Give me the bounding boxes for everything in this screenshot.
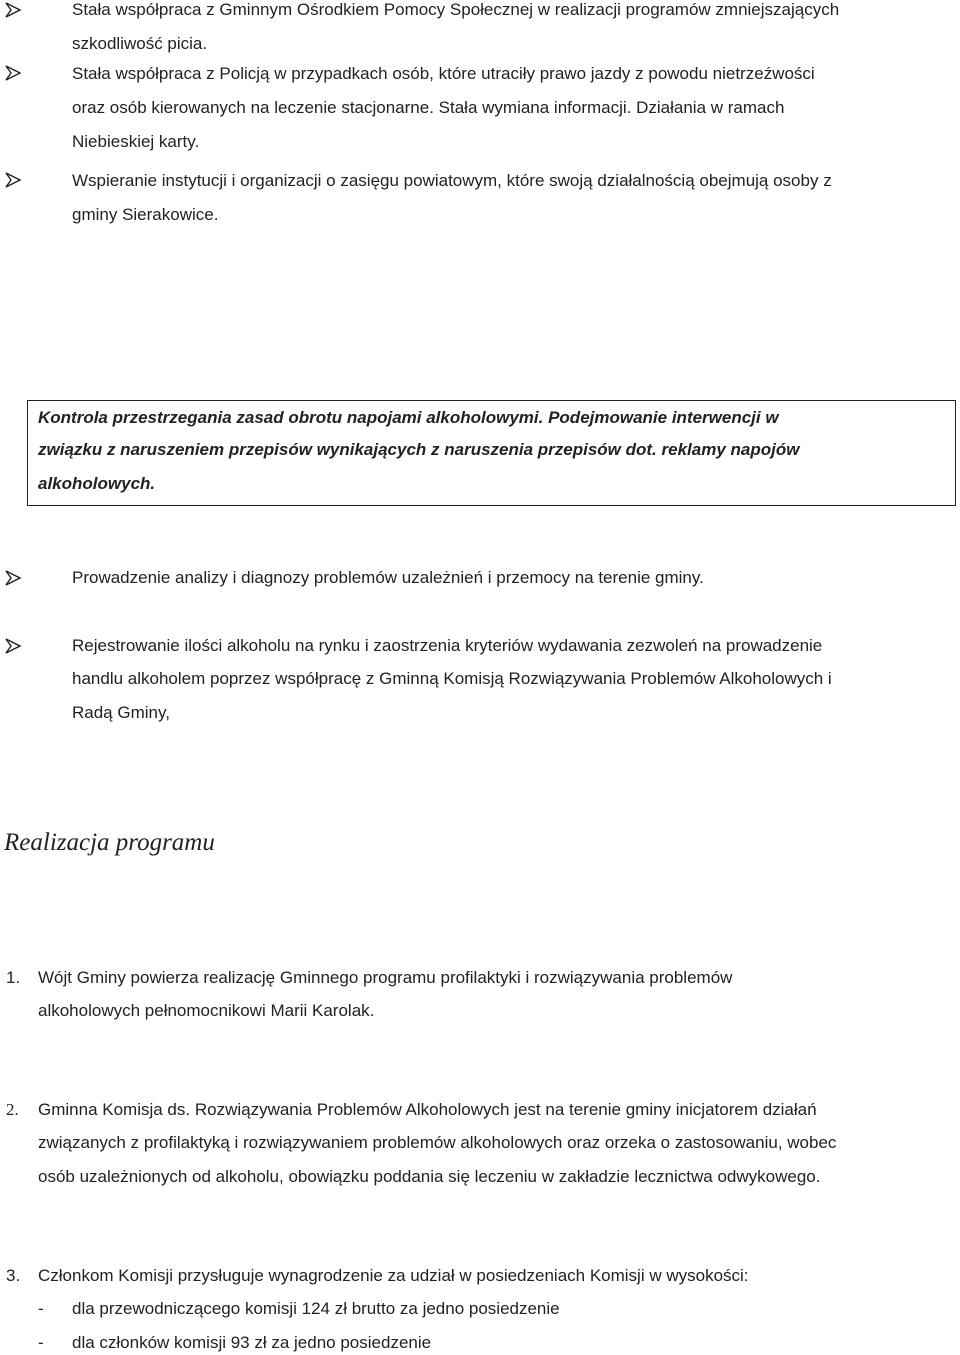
item-text-line: osób uzależnionych od alkoholu, obowiązku poddania się leczeniu w zakładzie lecznictwa odwykowego. <box>38 1167 821 1186</box>
box-text-line: Kontrola przestrzegania zasad obrotu napojami alkoholowymi. Podejmowanie interwencji w <box>38 408 779 427</box>
item-text-line: Członkom Komisji przysługuje wynagrodzenie za udział w posiedzeniach Komisji w wysokości: <box>38 1266 749 1285</box>
item-number: 1. <box>6 968 21 987</box>
bullet-text-line: handlu alkoholem poprzez współpracę z Gminną Komisją Rozwiązywania Problemów Alkoholowych i <box>72 669 832 688</box>
bullet-text-line: Rejestrowanie ilości alkoholu na rynku i zaostrzenia kryteriów wydawania zezwoleń na prowadzenie <box>72 636 823 655</box>
box-text-line: związku z naruszeniem przepisów wynikających z naruszenia przepisów dot. reklamy napojów <box>38 440 800 459</box>
dash-marker: - <box>38 1333 44 1352</box>
item-text-line: Wójt Gminy powierza realizację Gminnego programu profilaktyki i rozwiązywania problemów <box>38 968 733 987</box>
arrow-bullet-icon <box>4 569 22 587</box>
arrow-bullet-icon <box>4 64 22 82</box>
bullet-text-line: Prowadzenie analizy i diagnozy problemów uzależnień i przemocy na terenie gminy. <box>72 568 704 587</box>
item-text-line: Gminna Komisja ds. Rozwiązywania Problemów Alkoholowych jest na terenie gminy inicjatorem działań <box>38 1100 817 1119</box>
item-text-line: alkoholowych pełnomocnikowi Marii Karolak. <box>38 1001 375 1020</box>
bullet-text-line: Stała współpraca z Gminnym Ośrodkiem Pomocy Społecznej w realizacji programów zmniejszających <box>72 0 840 19</box>
arrow-bullet-icon <box>4 1 22 19</box>
item-number: 3. <box>6 1266 21 1285</box>
bullet-text-line: Stała współpraca z Policją w przypadkach osób, które utraciły prawo jazdy z powodu nietrzeźwości <box>72 64 815 83</box>
bullet-text-line: szkodliwość picia. <box>72 34 208 53</box>
dash-item-text: dla przewodniczącego komisji 124 zł brutto za jedno posiedzenie <box>72 1299 560 1318</box>
dash-item-text: dla członków komisji 93 zł za jedno posiedzenie <box>72 1333 432 1352</box>
bullet-text-line: Niebieskiej karty. <box>72 132 200 151</box>
bullet-text-line: oraz osób kierowanych na leczenie stacjonarne. Stała wymiana informacji. Działania w ramach <box>72 98 785 117</box>
box-text-line: alkoholowych. <box>38 474 156 493</box>
bullet-text-line: Radą Gminy, <box>72 703 170 722</box>
arrow-bullet-icon <box>4 637 22 655</box>
arrow-bullet-icon <box>4 171 22 189</box>
bullet-text-line: Wspieranie instytucji i organizacji o zasięgu powiatowym, które swoją działalnością obejmują osoby z <box>72 171 832 190</box>
item-text-line: związanych z profilaktyką i rozwiązywaniem problemów alkoholowych oraz orzeka o zastosowaniu, wobec <box>38 1133 837 1152</box>
section-heading: Realizacja programu <box>4 829 215 856</box>
bullet-text-line: gminy Sierakowice. <box>72 205 219 224</box>
dash-marker: - <box>38 1299 44 1318</box>
item-number: 2. <box>6 1100 19 1119</box>
